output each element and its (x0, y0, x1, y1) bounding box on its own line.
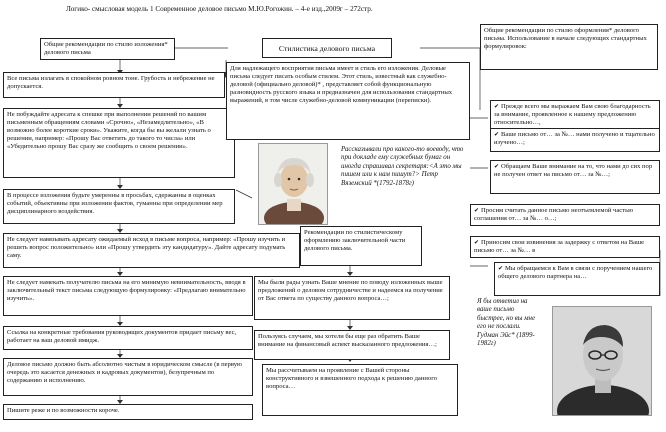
left-item-8: Пишите реже и по возможности короче. (3, 404, 253, 420)
opening-phrase-3 (490, 160, 660, 194)
left-item-7: Деловое письмо должно быть абсолютно чистым в юридическом смысле (в первую очередь это касается денежных и кадровых документов), безупречным по содержанию и исполнению. (3, 358, 253, 396)
left-item-5: Не следует намекать получателю письма на его минимую невнимательность, вводя в заключительный текст письма следующую формулировку: «Предлагаю внимательно изучить». (3, 276, 253, 316)
opening-phrase-5 (470, 236, 660, 258)
right-header: Общие рекомендации по стилю оформления* делового письма. Использование в начале следующих стандартных формулировок: (480, 24, 658, 70)
goodman-ace-photo (552, 306, 652, 416)
opening-phrase-1-text: Прежде всего мы выражаем Вам свою благодарность за внимание, проявленное к нашему предложению относительно…, (494, 103, 651, 127)
opening-phrase-2 (490, 128, 660, 152)
closing-phrase-1: Мы были рады узнать Ваше мнение по поводу изложенных выше предложений о деловом сотрудничестве и надеемся на получение от Вас ответа по существу данного вопроса…; (254, 276, 450, 320)
closing-phrase-3: Мы рассчитываем на проявление с Вашей стороны конструктивного и взвешенного подхода к решению данного вопроса… (262, 364, 458, 416)
goodman-ace-quote: Я бы ответил на ваше письмо быстрее, но вы мне его не послали. Гудман Эйс* (1899-1982г) (474, 296, 544, 402)
style-intro: Для надлежащего восприятия письма имеет и стиль его изложения. Деловые письма следует писать особым стилем. Этот стиль, известный как служебно-деловой (официально деловой)* , представляет собой функциональную разновидность русского языка и предназначен для использования стандартных выражений, в том числе служебно-деловой коммуникации (переписки). (226, 62, 470, 140)
left-item-6: Ссылка на конкретные требования руководящих документов придает письму вес, работает на ваш деловой имидж. (3, 326, 253, 350)
opening-phrase-6-text: Мы обращаемся к Вам в связи с поручением нашего общего делового партнера на… (498, 265, 653, 281)
closing-recs: Рекомендации по стилистическому оформлению заключительной части делового письма. (300, 226, 422, 266)
left-general-recs: Общие рекомендации по стилю изложения* делового письма (40, 38, 175, 60)
opening-phrase-6 (494, 262, 660, 296)
opening-phrase-4 (470, 204, 660, 226)
portrait-photo (258, 143, 328, 225)
left-item-3: В процессе изложения будьте умеренны в просьбах, сдержанны в оценках событий, объективны при изложении фактов, гуманны при определении мер дисциплинарного воздействия. (3, 189, 235, 224)
left-item-2: Не побуждайте адресата к спешке при выполнении решений по вашим письменным обращениям словами «Срочно», «Незамедлительно», «В возможно более короткие сроки». Укажите, когда бы вы желали узнать о решении, например: «Прошу Вас ответить до такого то числа» или «Убедительно прошу Вас сразу же сообщить о своем решении». (3, 108, 235, 178)
opening-phrase-4-text: Просим считать данное письмо неотъемлемой частью соглашения от… за №… о…; (474, 207, 634, 223)
left-item-4: Не следует навязывать адресату ожидаемый исход в письме вопроса, например: «Прошу изучить и решить вопрос положительно» или «Прошу утвердить эту кандидатуру». Дайте адресату подумать саму. (3, 233, 300, 268)
page-title: Логико- смысловая модель 1 Современное деловое письмо М.Ю.Рогожин. – 4-е изд.,2009г – 272стр. (66, 5, 373, 13)
vyazemsky-quote: Рассказывали про какого-то воеводу, что при докладе ему служебных бумаг он иногда спрашивал секретаря:<А это мы пишем или к нам пишут?> Петр Вяземский *(1792-1878г) (338, 144, 470, 220)
style-title: Стилистика делового письма (262, 38, 392, 58)
opening-phrase-3-text: Обращаем Ваше внимание на то, что нами до сих пор не получен ответ на письмо от… за №…; (494, 163, 653, 179)
closing-phrase-2: Пользуясь случаем, мы хотели бы еще раз обратить Ваше внимание на финансовый аспект высказанного предложения…; (254, 330, 450, 360)
left-item-1: Все письма излагать в спокойном ровном тоне. Грубость и небрежение не допускается. (3, 72, 225, 98)
opening-phrase-2-text: Ваше письмо от… за №… нами получено и тщательно изучено…; (494, 131, 655, 147)
opening-phrase-5-text: Приносим свои извинения за задержку с ответом на Ваше письмо от… за №… в (474, 239, 645, 255)
